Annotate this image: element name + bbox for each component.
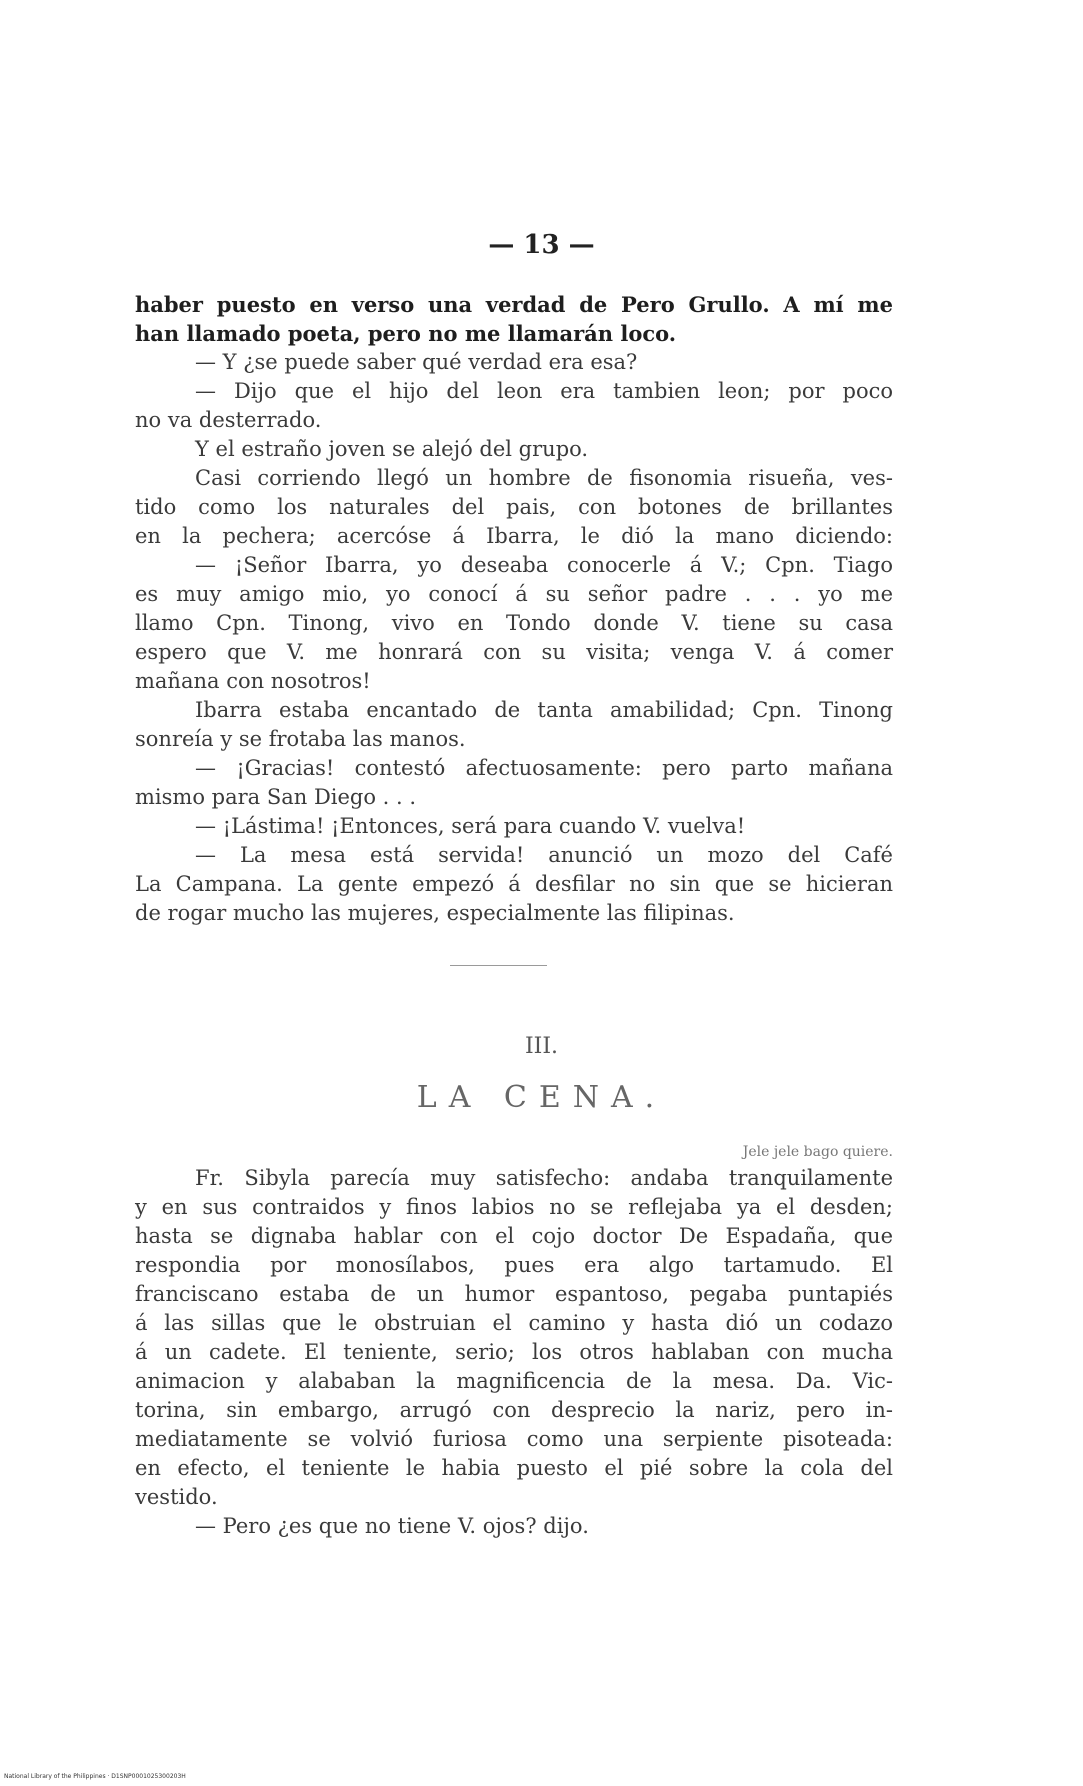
text-line: y en sus contraidos y finos labios no se reflejaba ya el desden; — [135, 1195, 893, 1219]
scan-footer: National Library of the Philippines · D1SNP0001025300203H — [4, 1773, 186, 1780]
text-line: — La mesa está servida! anunció un mozo del Café — [195, 843, 893, 867]
chapter-number: III. — [524, 1034, 559, 1059]
text-block-top — [135, 290, 893, 928]
chapter-epigraph: Jele jele bago quiere. — [742, 1144, 893, 1160]
text-line: han llamado poeta, pero no me llamarán loco. — [135, 321, 677, 346]
page-number: — 13 — — [488, 230, 595, 260]
text-line: es muy amigo mio, yo conocí á su señor padre . . . yo me — [135, 582, 893, 606]
text-line: sonreía y se frotaba las manos. — [135, 727, 466, 751]
text-line: Y el estraño joven se alejó del grupo. — [195, 437, 589, 461]
text-line: animacion y alababan la magnificencia de la mesa. Da. Vic- — [135, 1369, 893, 1393]
text-line: torina, sin embargo, arrugó con desprecio la nariz, pero in- — [135, 1398, 893, 1422]
text-line: franciscano estaba de un humor espantoso, pegaba puntapiés — [135, 1282, 893, 1306]
text-line: no va desterrado. — [135, 408, 322, 432]
text-block-bottom — [135, 1164, 893, 1541]
text-line: de rogar mucho las mujeres, especialmente las filipinas. — [135, 901, 735, 925]
text-line: vestido. — [135, 1485, 218, 1509]
text-line: llamo Cpn. Tinong, vivo en Tondo donde V. tiene su casa — [135, 611, 893, 635]
text-line: La Campana. La gente empezó á desfilar no sin que se hicieran — [135, 872, 893, 896]
text-line: — ¡Señor Ibarra, yo deseaba conocerle á V.; Cpn. Tiago — [195, 553, 893, 577]
text-line: haber puesto en verso una verdad de Pero Grullo. A mí me — [135, 292, 893, 317]
text-line: Fr. Sibyla parecía muy satisfecho: andaba tranquilamente — [195, 1166, 893, 1190]
text-line: Casi corriendo llegó un hombre de fisonomia risueña, ves- — [195, 466, 893, 490]
text-line: — ¡Gracias! contestó afectuosamente: pero parto mañana — [195, 756, 893, 780]
text-line: — Dijo que el hijo del leon era tambien leon; por poco — [195, 379, 893, 403]
text-line: á un cadete. El teniente, serio; los otros hablaban con mucha — [135, 1340, 893, 1364]
text-line: mañana con nosotros! — [135, 669, 371, 693]
text-line: mismo para San Diego . . . — [135, 785, 417, 809]
text-line: hasta se dignaba hablar con el cojo doctor De Espadaña, que — [135, 1224, 893, 1248]
text-line: — Y ¿se puede saber qué verdad era esa? — [195, 350, 638, 374]
text-line: en la pechera; acercóse á Ibarra, le dió la mano diciendo: — [135, 524, 893, 548]
text-line: en efecto, el teniente le habia puesto el pié sobre la cola del — [135, 1456, 893, 1480]
text-line: Ibarra estaba encantado de tanta amabilidad; Cpn. Tinong — [195, 698, 893, 722]
text-line: tido como los naturales del pais, con botones de brillantes — [135, 495, 893, 519]
text-line: — Pero ¿es que no tiene V. ojos? dijo. — [195, 1514, 589, 1538]
text-line: á las sillas que le obstruian el camino y hasta dió un codazo — [135, 1311, 893, 1335]
text-line: — ¡Lástima! ¡Entonces, será para cuando V. vuelva! — [195, 814, 746, 838]
text-line: espero que V. me honrará con su visita; venga V. á comer — [135, 640, 893, 664]
text-line: mediatamente se volvió furiosa como una serpiente pisoteada: — [135, 1427, 893, 1451]
chapter-title: LA CENA. — [416, 1080, 667, 1115]
section-divider — [450, 965, 547, 966]
text-line: respondia por monosílabos, pues era algo tartamudo. El — [135, 1253, 893, 1277]
